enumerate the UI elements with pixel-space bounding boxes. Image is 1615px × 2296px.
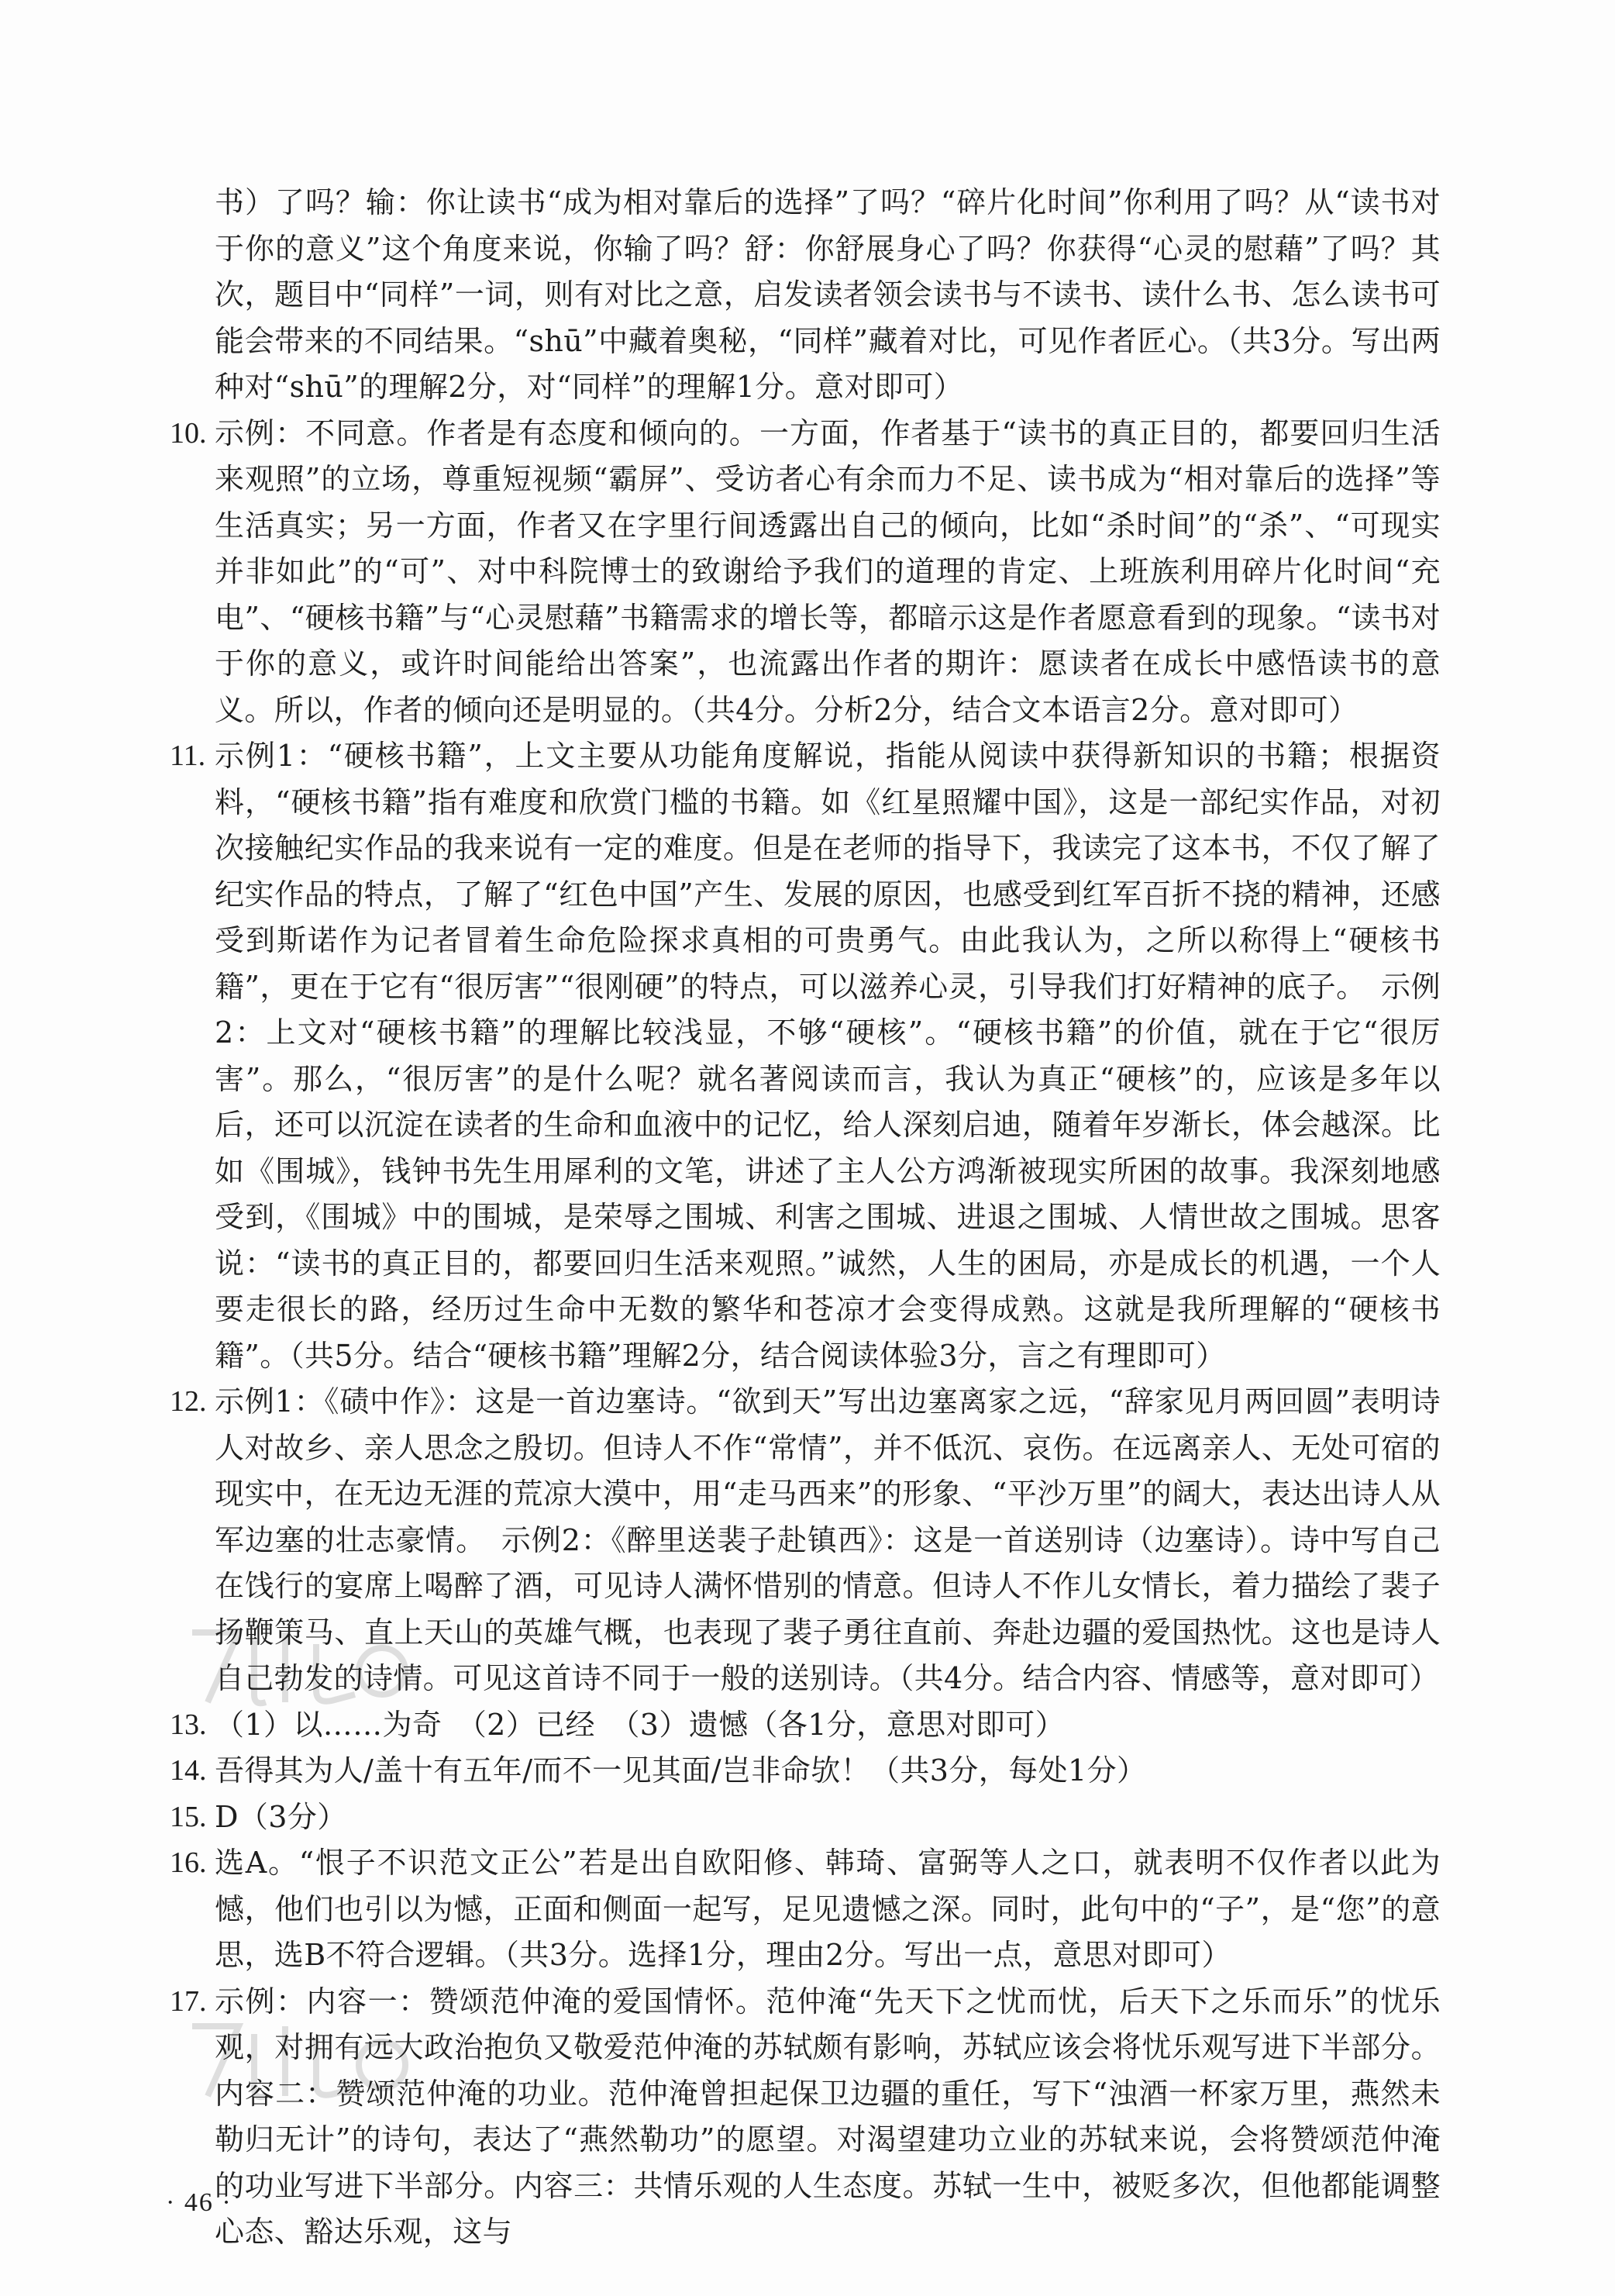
answer-content [170, 180, 1441, 2256]
answer-item-16 [170, 1840, 1441, 1979]
item-text: （1）以……为奇 （2）已经 （3）遗憾（各1分，意思对即可） [215, 1707, 1066, 1742]
item-text: 示例：不同意。作者是有态度和倾向的。一方面，作者基于“读书的真正目的，都要回归生活来观照”的立场，尊重短视频“霸屏”、受访者心有余而力不足、读书成为“相对靠后的选择”等生活真实；另一方面，作者又在字里行间透露出自己的倾向，比如“杀时间”的“杀”、“可现实并非如此”的“可”、对中科院博士的致谢给予我们的道理的肯定、上班族利用碎片化时间“充电”、“硬核书籍”与“心灵慰藉”书籍需求的增长等，都暗示这是作者愿意看到的现象。“读书对于你的意义，或许时间能给出答案”，也流露出作者的期许：愿读者在成长中感悟读书的意义。所以，作者的倾向还是明显的。（共4分。分析2分，结合文本语言2分。意对即可） [215, 415, 1441, 727]
answer-item-17 [170, 1979, 1441, 2256]
page-number: · 46 · [166, 2188, 232, 2217]
item-number: 13. [170, 1708, 207, 1741]
item-number: 15. [170, 1800, 207, 1833]
item-number: 12. [170, 1385, 207, 1418]
continuation-paragraph: 书）了吗？输：你让读书“成为相对靠后的选择”了吗？“碎片化时间”你利用了吗？从“读书对于你的意义”这个角度来说，你输了吗？舒：你舒展身心了吗？你获得“心灵的慰藉”了吗？其次，题目中“同样”一词，则有对比之意，启发读者领会读书与不读书、读什么书、怎么读书可能会带来的不同结果。“shū”中藏着奥秘，“同样”藏着对比，可见作者匠心。（共3分。写出两种对“shū”的理解2分，对“同样”的理解1分。意对即可） [215, 185, 1441, 404]
answer-item-11 [170, 733, 1441, 1379]
answer-item-12 [170, 1379, 1441, 1702]
item-text: 示例1：《碛中作》：这是一首边塞诗。“欲到天”写出边塞离家之远，“辞家见月两回圆”表明诗人对故乡、亲人思念之殷切。但诗人不作“常情”，并不低沉、哀伤。在远离亲人、无处可宿的现实中，在无边无涯的荒凉大漠中，用“走马西来”的形象、“平沙万里”的阔大，表达出诗人从军边塞的壮志豪情。 示例2：《醉里送裴子赴镇西》：这是一首送别诗（边塞诗）。诗中写自己在饯行的宴席上喝醉了酒，可见诗人满怀惜别的情意。但诗人不作儿女情长，着力描绘了裴子扬鞭策马、直上天山的英雄气概，也表现了裴子勇往直前、奔赴边疆的爱国热忱。这也是诗人自己勃发的诗情。可见这首诗不同于一般的送别诗。（共4分。结合内容、情感等，意对即可） [215, 1384, 1441, 1695]
item-text: 选A。“恨子不识范文正公”若是出自欧阳修、韩琦、富弼等人之口，就表明不仅作者以此为憾，他们也引以为憾，正面和侧面一起写，足见遗憾之深。同时，此句中的“子”，是“您”的意思，选B不符合逻辑。（共3分。选择1分，理由2分。写出一点，意思对即可） [215, 1846, 1441, 1972]
item-number: 11. [170, 739, 206, 772]
item-number: 14. [170, 1754, 207, 1787]
answer-item-13 [170, 1702, 1441, 1749]
answer-item-10 [170, 411, 1441, 734]
item-text: 示例1：“硬核书籍”，上文主要从功能角度解说，指能从阅读中获得新知识的书籍；根据资料，“硬核书籍”指有难度和欣赏门槛的书籍。如《红星照耀中国》，这是一部纪实作品，对初次接触纪实作品的我来说有一定的难度。但是在老师的指导下，我读完了这本书，不仅了解了纪实作品的特点，了解了“红色中国”产生、发展的原因，也感受到红军百折不挠的精神，还感受到斯诺作为记者冒着生命危险探求真相的可贵勇气。由此我认为，之所以称得上“硬核书籍”，更在于它有“很厉害”“很刚硬”的特点，可以滋养心灵，引导我们打好精神的底子。 示例2：上文对“硬核书籍”的理解比较浅显，不够“硬核”。“硬核书籍”的价值，就在于它“很厉害”。那么，“很厉害”的是什么呢？就名著阅读而言，我认为真正“硬核”的，应该是多年以后，还可以沉淀在读者的生命和血液中的记忆，给人深刻启迪，随着年岁渐长，体会越深。比如《围城》，钱钟书先生用犀利的文笔，讲述了主人公方鸿渐被现实所困的故事。我深刻地感受到，《围城》中的围城，是荣辱之围城、利害之围城、进退之围城、人情世故之围城。思客说：“读书的真正目的，都要回归生活来观照。”诚然，人生的困局，亦是成长的机遇，一个人要走很长的路，经历过生命中无数的繁华和苍凉才会变得成熟。这就是我所理解的“硬核书籍”。（共5分。结合“硬核书籍”理解2分，结合阅读体验3分，言之有理即可） [215, 739, 1441, 1373]
item-text: 吾得其为人/盖十有五年/而不一见其面/岂非命欤！（共3分，每处1分） [215, 1753, 1147, 1788]
item-text: D（3分） [215, 1799, 347, 1834]
answer-item-15 [170, 1794, 1441, 1841]
item-number: 16. [170, 1846, 207, 1879]
answer-item-14 [170, 1748, 1441, 1794]
item-number: 17. [170, 1984, 207, 2018]
item-text: 示例：内容一：赞颂范仲淹的爱国情怀。范仲淹“先天下之忧而忧，后天下之乐而乐”的忧乐观，对拥有远大政治抱负又敬爱范仲淹的苏轼颇有影响，苏轼应该会将忧乐观写进下半部分。内容二：赞颂范仲淹的功业。范仲淹曾担起保卫边疆的重任，写下“浊酒一杯家万里，燕然未勒归无计”的诗句，表达了“燕然勒功”的愿望。对渴望建功立业的苏轼来说，会将赞颂范仲淹的功业写进下半部分。内容三：共情乐观的人生态度。苏轼一生中，被贬多次，但他都能调整心态、豁达乐观，这与 [215, 1984, 1441, 2249]
item-number: 10. [170, 416, 207, 450]
